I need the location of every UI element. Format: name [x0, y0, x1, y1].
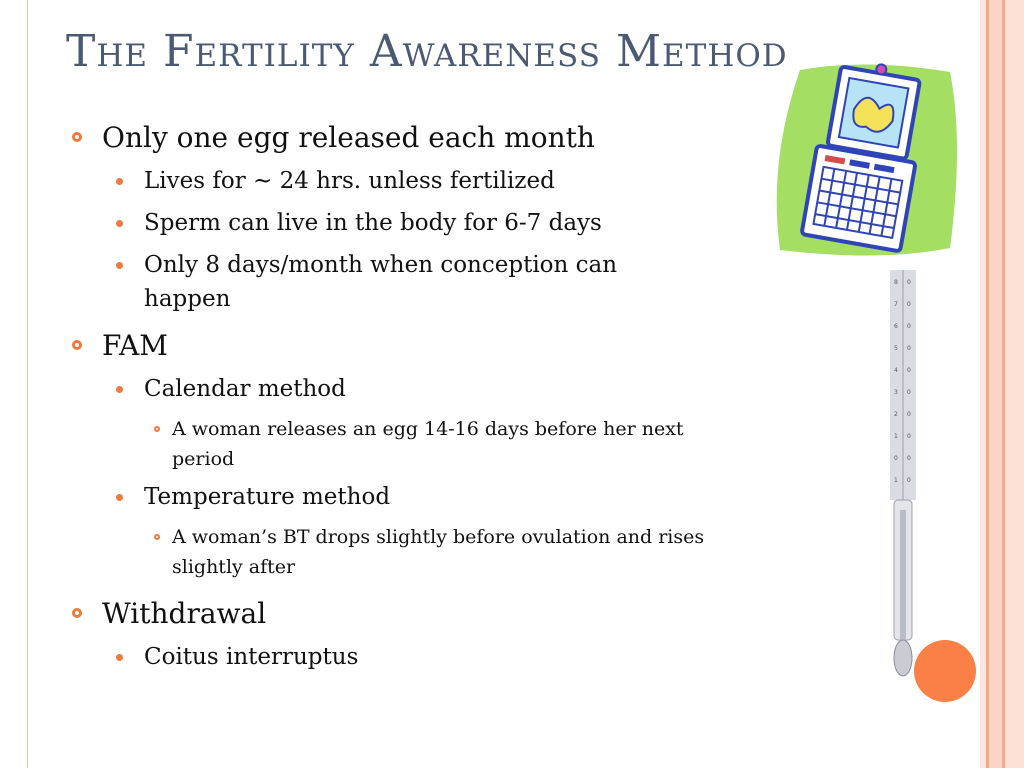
sub-bullet-marker-icon: [116, 494, 123, 501]
svg-text:2: 2: [894, 411, 898, 418]
svg-text:5: 5: [894, 345, 898, 352]
bullet-item: [70, 118, 810, 158]
slide-title: The Fertility Awareness Method: [66, 26, 788, 77]
sub-sub-bullet-marker-icon: [154, 426, 160, 432]
sub-sub-bullet-item: [70, 414, 810, 474]
sub-bullet-marker-icon: [116, 262, 123, 269]
sub-bullet-item: [70, 640, 810, 674]
svg-text:0: 0: [907, 389, 911, 396]
sub-sub-bullet-marker-icon: [154, 534, 160, 540]
bullet-text: Only one egg released each month: [102, 121, 595, 154]
thermometer-image: [880, 270, 926, 680]
sub-bullet-item: [70, 248, 810, 316]
svg-text:0: 0: [907, 345, 911, 352]
svg-text:7: 7: [894, 301, 898, 308]
bullet-item: [70, 594, 810, 634]
sub-bullet-item: [70, 206, 810, 240]
bullet-text: FAM: [102, 329, 168, 362]
svg-text:0: 0: [907, 301, 911, 308]
bullet-item: [70, 326, 810, 366]
sub-bullet-item: [70, 372, 810, 406]
bullet-list: [70, 118, 810, 682]
sub-bullet-marker-icon: [116, 178, 123, 185]
svg-text:1: 1: [894, 433, 898, 440]
svg-text:3: 3: [894, 389, 898, 396]
sub-bullet-text: Only 8 days/month when conception can happen: [144, 252, 618, 312]
bullet-text: Withdrawal: [102, 597, 267, 630]
sub-bullet-text: Lives for ~ 24 hrs. unless fertilized: [144, 168, 555, 194]
sub-sub-bullet-item: [70, 522, 810, 582]
bullet-marker-icon: [72, 132, 82, 142]
svg-text:0: 0: [894, 455, 898, 462]
left-border-line: [27, 0, 28, 768]
sub-bullet-text: Sperm can live in the body for 6-7 days: [144, 210, 602, 236]
bullet-marker-icon: [72, 340, 82, 350]
sub-bullet-text: Temperature method: [144, 484, 391, 510]
orange-decorative-circle: [914, 640, 976, 702]
sub-bullet-text: Calendar method: [144, 376, 346, 402]
sub-bullet-item: [70, 164, 810, 198]
bullet-marker-icon: [72, 608, 82, 618]
svg-text:0: 0: [907, 433, 911, 440]
sub-sub-bullet-text: A woman releases an egg 14-16 days before her next period: [172, 418, 684, 470]
svg-text:0: 0: [907, 367, 911, 374]
sub-bullet-marker-icon: [116, 654, 123, 661]
svg-text:4: 4: [894, 367, 898, 374]
calendar-clipart-image: [770, 62, 960, 262]
svg-text:0: 0: [907, 411, 911, 418]
svg-text:0: 0: [907, 323, 911, 330]
svg-text:0: 0: [907, 477, 911, 484]
sub-bullet-text: Coitus interruptus: [144, 644, 359, 670]
sub-sub-bullet-text: A woman’s BT drops slightly before ovulation and rises slightly after: [172, 526, 705, 578]
svg-text:0: 0: [907, 455, 911, 462]
sub-bullet-item: [70, 480, 810, 514]
svg-text:8: 8: [894, 279, 898, 286]
right-decorative-stripes: [980, 0, 1024, 768]
sub-bullet-marker-icon: [116, 386, 123, 393]
sub-bullet-marker-icon: [116, 220, 123, 227]
svg-text:0: 0: [907, 279, 911, 286]
svg-text:1: 1: [894, 477, 898, 484]
svg-text:6: 6: [894, 323, 898, 330]
